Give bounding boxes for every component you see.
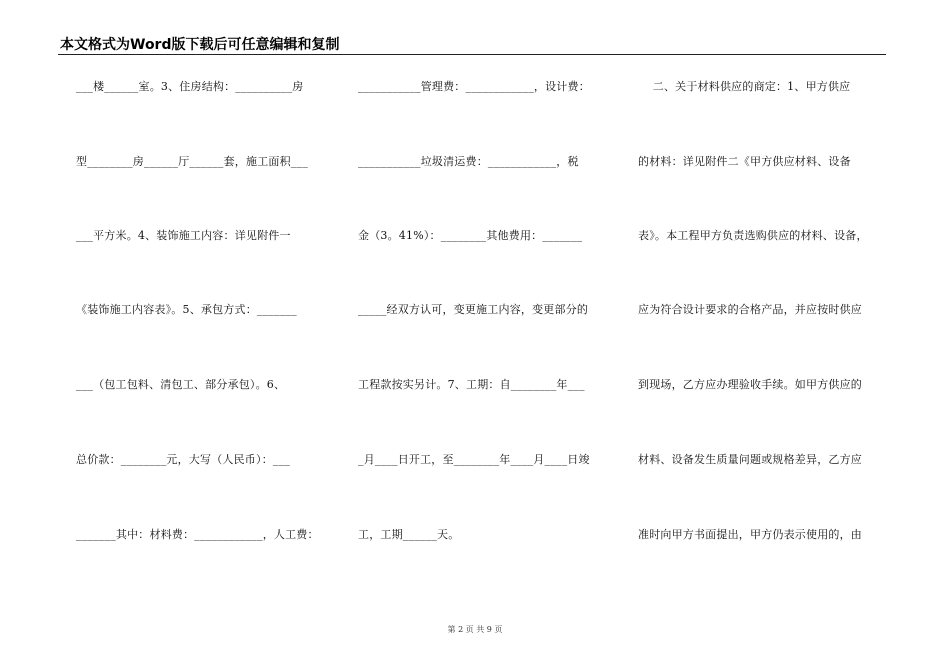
text-line: 二、关于材料供应的商定：1、甲方供应: [638, 80, 851, 93]
text-line: _月____日开工，至________年____月____日竣: [358, 453, 590, 466]
text-line: 工程款按实另计。7、工期：自________年___: [358, 378, 585, 391]
text-line: 总价款：________元，大写（人民币）：___: [76, 453, 290, 466]
text-line: ___（包工包料、清包工、部分承包）。6、: [76, 378, 286, 391]
text-line: 准时向甲方书面提出，甲方仍表示使用的，由: [638, 528, 862, 541]
text-line: 应为符合设计要求的合格产品，并应按时供应: [638, 303, 862, 316]
header-divider: [58, 54, 886, 55]
text-line: ___楼______室。3、住房结构：__________房: [76, 80, 304, 93]
page-number-footer: 第 2 页 共 9 页: [447, 625, 503, 634]
document-header-title: 本文格式为Word版下载后可任意编辑和复制: [60, 37, 340, 53]
text-line: 表》。本工程甲方负责选购供应的材料、设备，: [638, 229, 868, 242]
text-line: 材料、设备发生质量问题或规格差异，乙方应: [638, 453, 862, 466]
text-line: _____经双方认可，变更施工内容，变更部分的: [358, 303, 589, 316]
text-line: _______其中：材料费：____________，人工费：: [76, 528, 319, 541]
text-line: 型________房______厅______套，施工面积___: [76, 155, 308, 168]
text-line: 到现场，乙方应办理验收手续。如甲方供应的: [638, 378, 862, 391]
text-line: 《装饰施工内容表》。5、承包方式：_______: [76, 303, 297, 316]
text-line: ___________垃圾清运费：____________，税: [358, 155, 579, 168]
text-line: 的材料：详见附件二《甲方供应材料、设备: [638, 155, 851, 168]
text-line: 金（3。41%）：________其他费用：_______: [358, 229, 583, 242]
text-line: 工，工期______天。: [358, 528, 460, 541]
text-line: ___平方米。4、装饰施工内容：详见附件一: [76, 229, 291, 242]
text-line: ___________管理费：____________，设计费：: [358, 80, 590, 93]
